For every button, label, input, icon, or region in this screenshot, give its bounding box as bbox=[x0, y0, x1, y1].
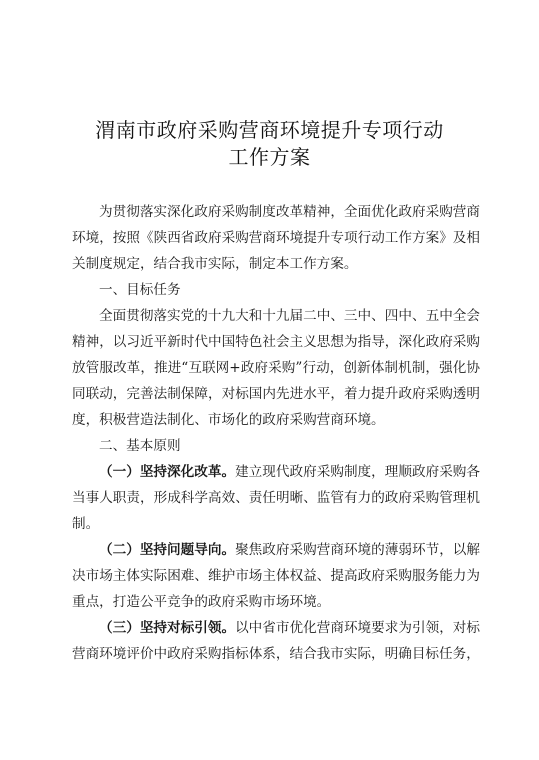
principle-paragraph bbox=[72, 537, 480, 615]
principle-text: 聚焦政府采购营商环境的薄弱环节，以解决市场主体实际困难、维护市场主体权益、提高政府采购服务能力为重点，打造公平竞争的政府采购市场环境。 bbox=[72, 542, 481, 610]
section1-heading: 一、目标任务 bbox=[99, 282, 181, 298]
principle-text: 建立现代政府采购制度，理顺政府采购各当事人职责，形成科学高效、责任明晰、监管有力的政府采购管理机制。 bbox=[72, 464, 481, 532]
principle-label: （三）坚持对标引领。 bbox=[99, 620, 236, 636]
document-title-line1: 渭南市政府采购营商环境提升专项行动 bbox=[95, 118, 444, 142]
document-body bbox=[72, 199, 480, 667]
section2-heading: 二、基本原则 bbox=[99, 438, 181, 454]
principle-label: （一）坚持深化改革。 bbox=[99, 464, 236, 480]
principle-text: 以中省市优化营商环境要求为引领，对标营商环境评价中政府采购指标体系，结合我市实际，明确目标任务， bbox=[72, 620, 481, 662]
principle-label: （二）坚持问题导向。 bbox=[99, 542, 236, 558]
document-title-line2: 工作方案 bbox=[228, 145, 311, 169]
principle-paragraph bbox=[72, 615, 480, 667]
intro-paragraph: 为贯彻落实深化政府采购制度改革精神，全面优化政府采购营商环境，按照《陕西省政府采购营商环境提升专项行动工作方案》及相关制度规定，结合我市实际，制定本工作方案。 bbox=[72, 204, 480, 272]
section1-paragraph: 全面贯彻落实党的十九大和十九届二中、三中、四中、五中全会精神，以习近平新时代中国特色社会主义思想为指导，深化政府采购放管服改革，推进“互联网+政府采购”行动，创新体制机制，强化协同联动，完善法制保障，对标国内先进水平，着力提升政府采购透明度，积极营造法制化、市场化的政府采购营商环境。 bbox=[72, 308, 480, 428]
principle-paragraph bbox=[72, 459, 480, 537]
